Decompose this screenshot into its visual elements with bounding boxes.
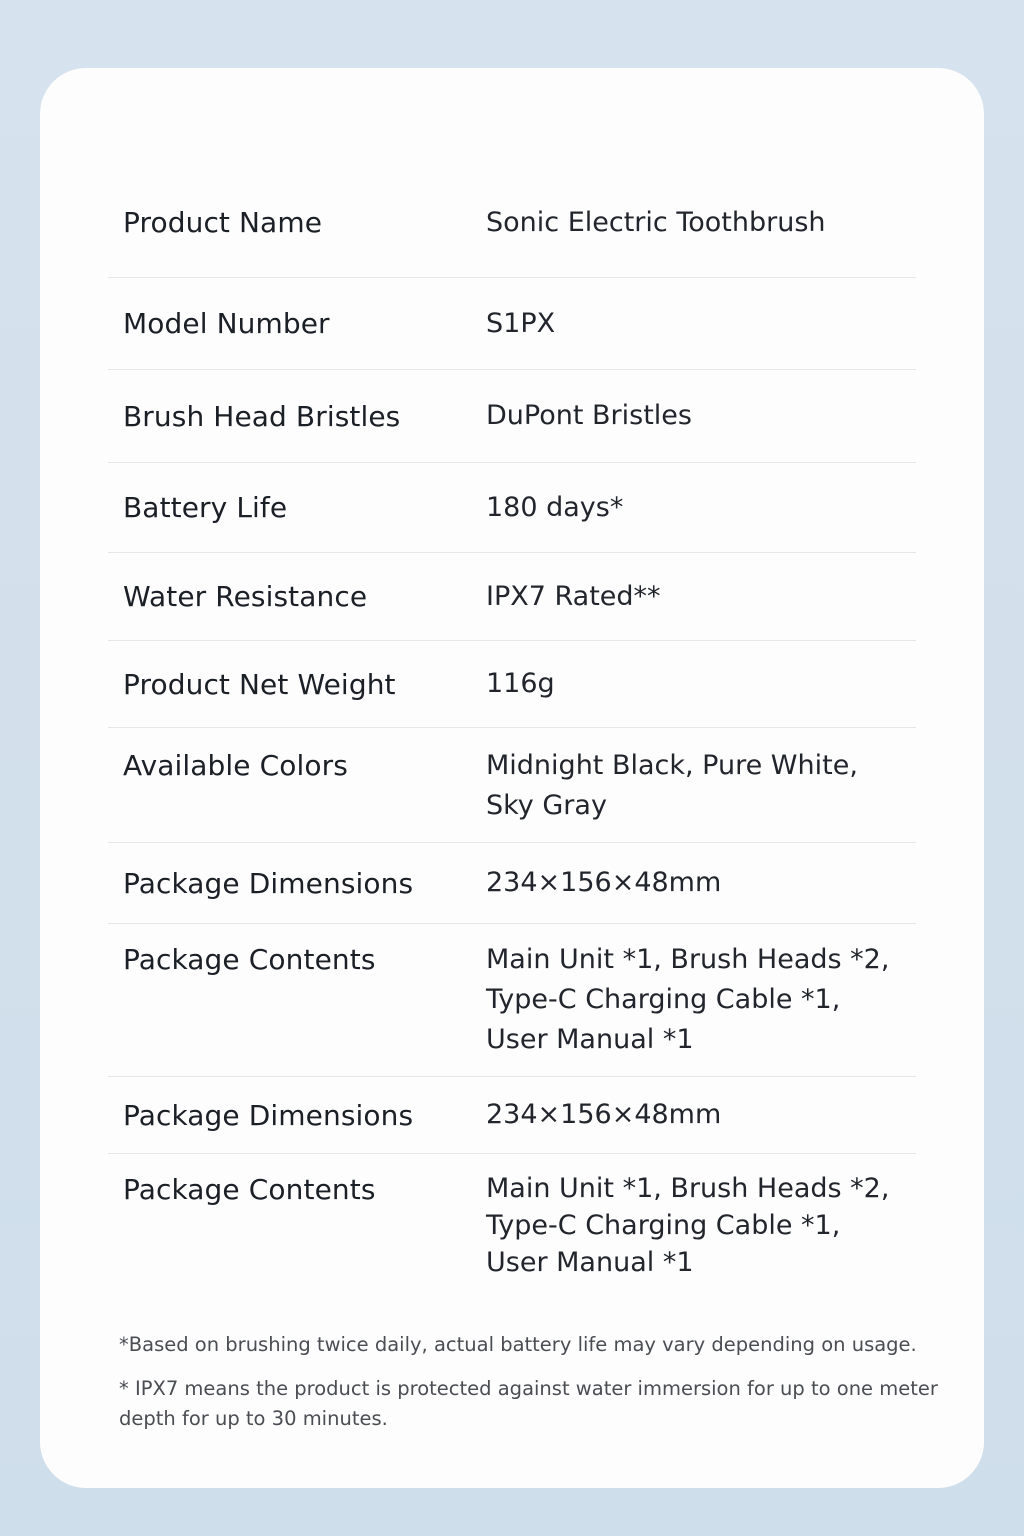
spec-label: Water Resistance (123, 580, 368, 613)
spec-label: Brush Head Bristles (123, 399, 401, 433)
spec-label: Package Dimensions (123, 866, 414, 900)
spec-value: 116g (486, 668, 555, 699)
spec-row-bristles (108, 370, 916, 463)
spec-value: 180 days* (486, 491, 624, 523)
spec-value: 234×156×48mm (486, 1099, 722, 1130)
spec-label: Battery Life (123, 491, 288, 524)
spec-label: Model Number (123, 307, 330, 340)
spec-row-package-contents-2 (108, 1154, 916, 1294)
value-line: Type-C Charging Cable *1, (486, 984, 841, 1015)
spec-row-battery-life (108, 463, 916, 553)
spec-value (486, 940, 916, 1060)
spec-label: Package Contents (123, 943, 376, 976)
value-line: Midnight Black, Pure White, (486, 750, 858, 781)
spec-value: IPX7 Rated** (486, 580, 661, 612)
spec-row-colors (108, 728, 916, 843)
value-line: User Manual *1 (486, 1024, 694, 1055)
spec-value: 234×156×48mm (486, 867, 722, 898)
spec-row-package-contents (108, 924, 916, 1077)
spec-label: Package Dimensions (123, 1098, 414, 1132)
spec-value (486, 1170, 916, 1281)
value-line: Type-C Charging Cable *1, (486, 1210, 841, 1241)
footnotes (119, 1330, 939, 1448)
spec-label: Package Contents (123, 1173, 376, 1206)
spec-table (108, 168, 916, 1294)
spec-value: S1PX (486, 307, 556, 339)
spec-value (486, 746, 916, 826)
value-line: User Manual *1 (486, 1247, 694, 1278)
spec-row-package-dimensions-2 (108, 1077, 916, 1154)
footnote-battery: *Based on brushing twice daily, actual battery life may vary depending on usage. (119, 1333, 917, 1356)
value-line: Sky Gray (486, 790, 607, 821)
spec-row-product-name (108, 168, 916, 278)
spec-value: DuPont Bristles (486, 400, 692, 431)
spec-row-model-number (108, 278, 916, 370)
spec-label: Product Net Weight (123, 667, 396, 701)
spec-label: Available Colors (123, 749, 348, 782)
spec-label: Product Name (123, 206, 323, 239)
value-line: Main Unit *1, Brush Heads *2, (486, 1173, 890, 1204)
spec-value: Sonic Electric Toothbrush (486, 206, 826, 238)
spec-row-package-dimensions (108, 843, 916, 924)
spec-card (40, 68, 984, 1488)
value-line: Main Unit *1, Brush Heads *2, (486, 944, 890, 975)
spec-row-net-weight (108, 641, 916, 728)
footnote-ipx7: * IPX7 means the product is protected against water immersion for up to one meter depth for up to 30 minutes. (119, 1377, 938, 1430)
spec-row-water-resistance (108, 553, 916, 641)
